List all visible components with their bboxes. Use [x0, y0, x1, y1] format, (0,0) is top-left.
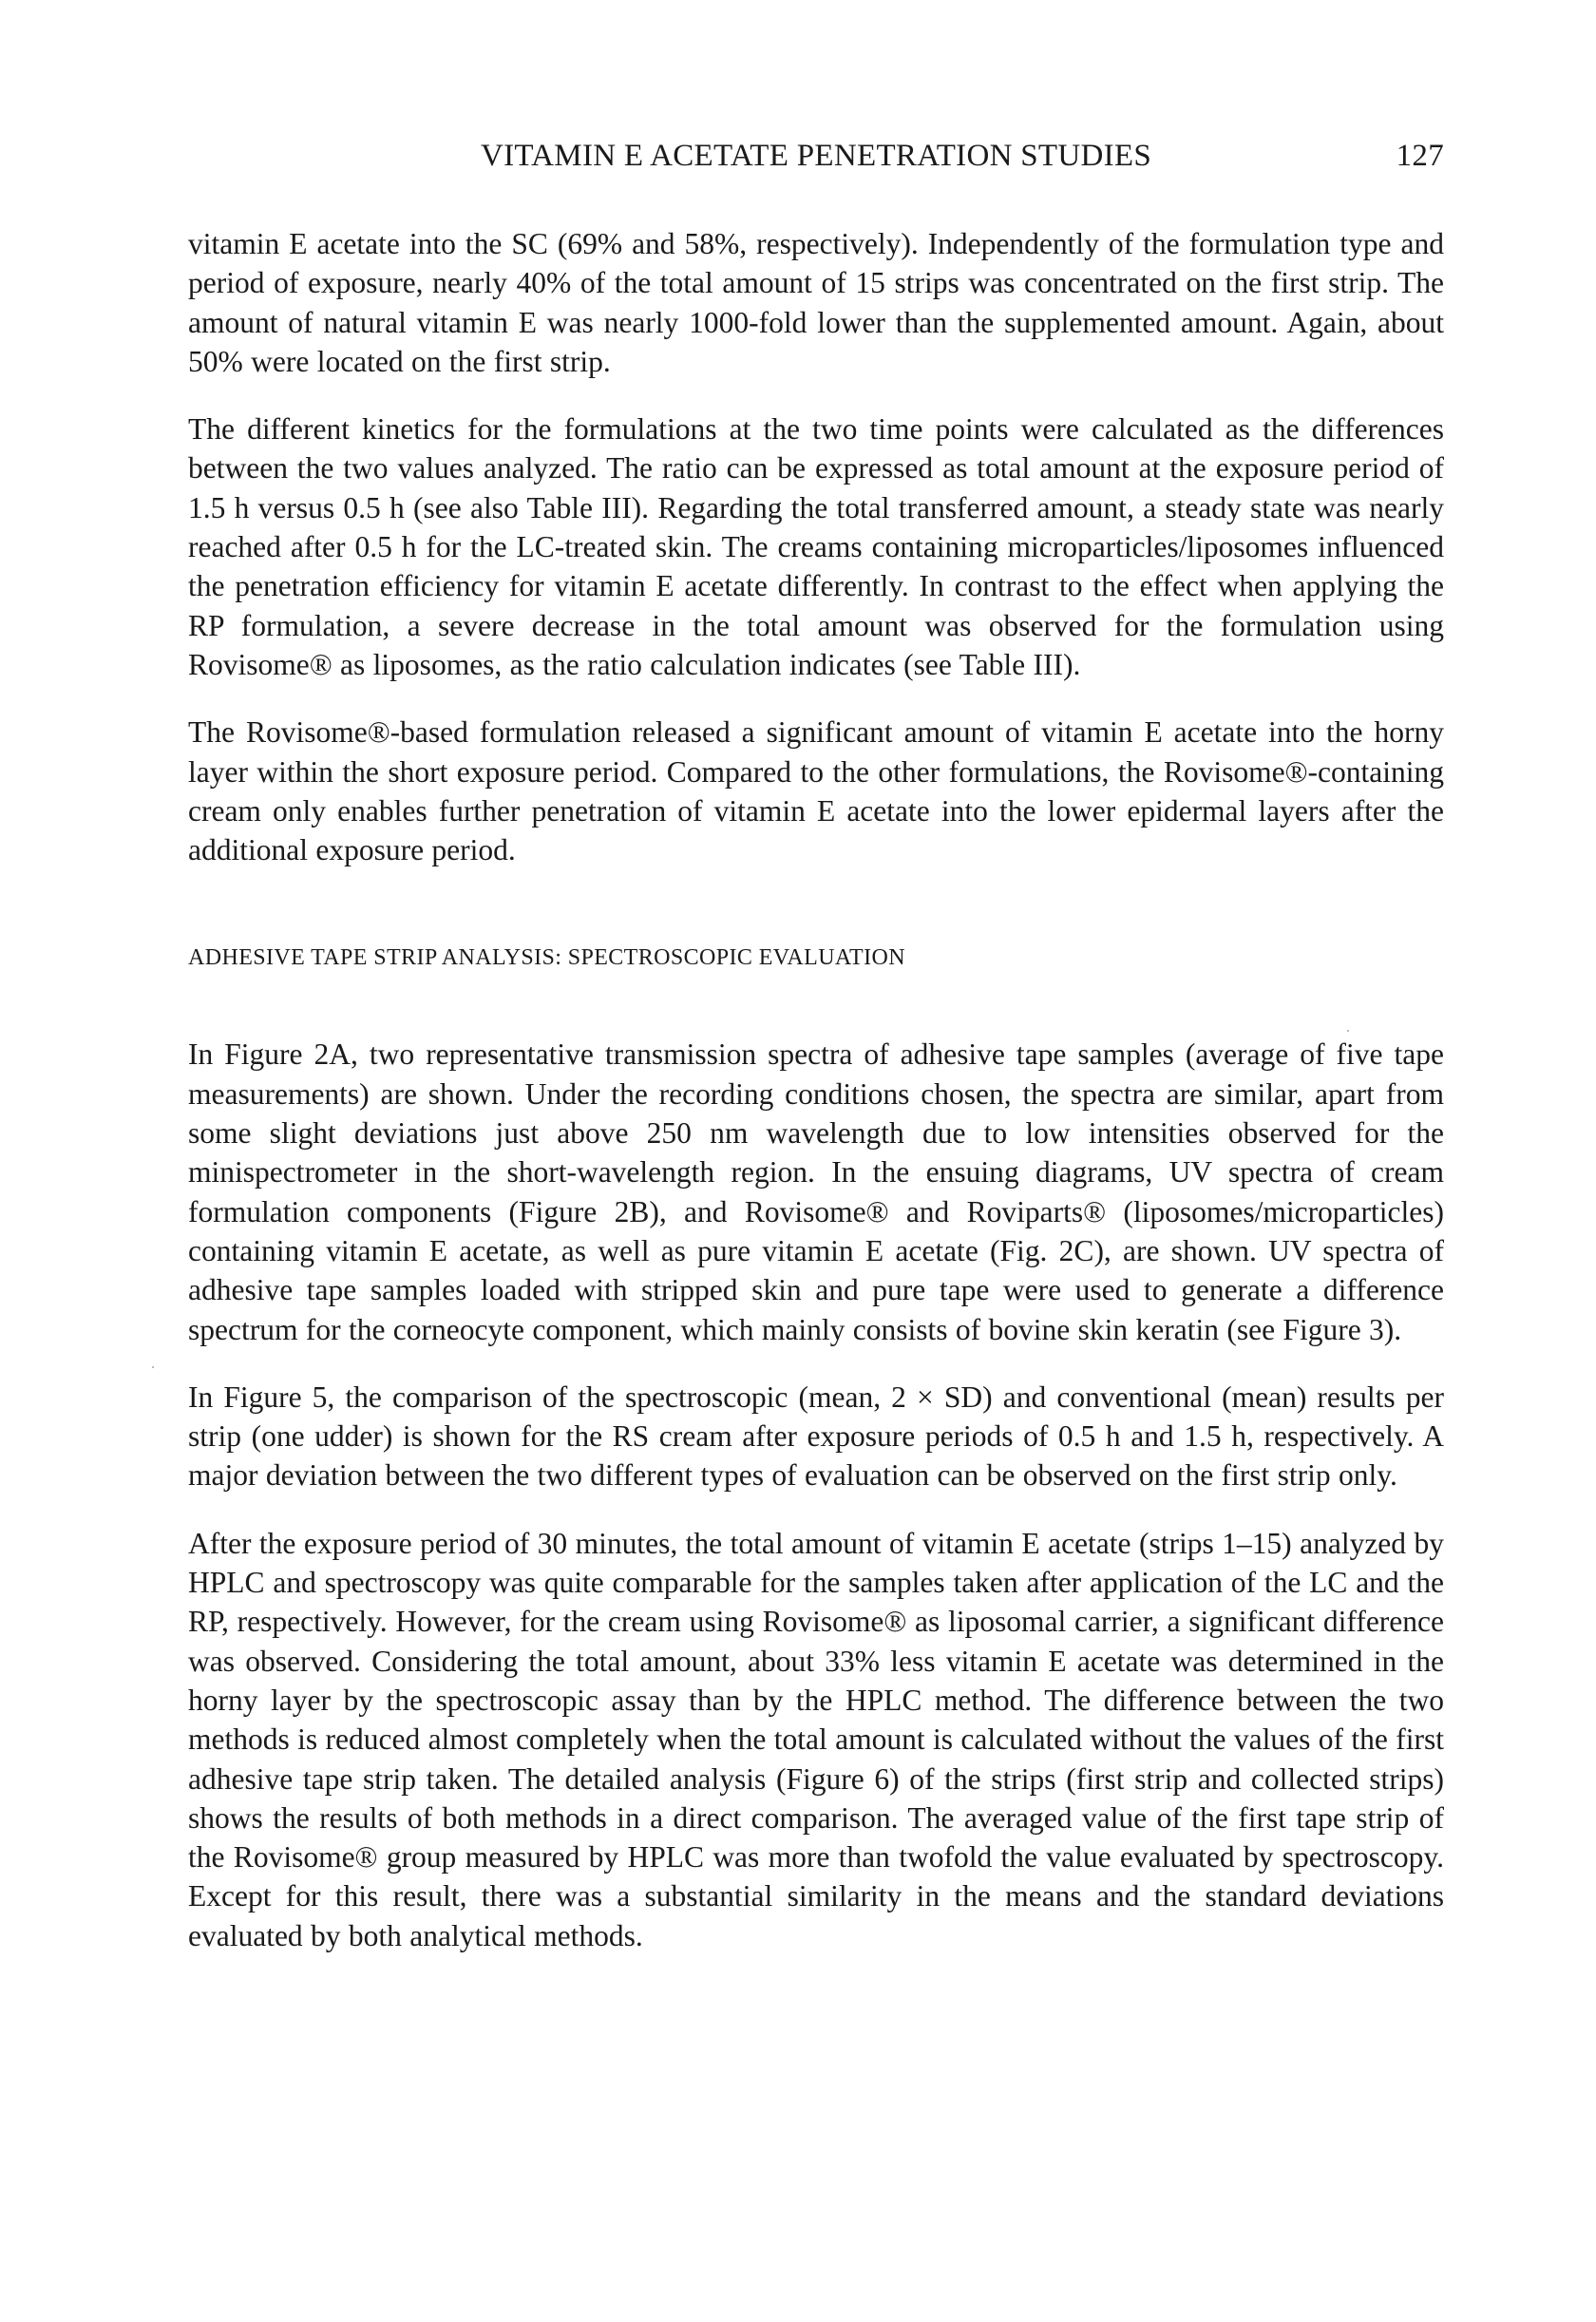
body-text	[188, 224, 1444, 1984]
page-number: 127	[1396, 139, 1444, 173]
paragraph: The different kinetics for the formulations at the two time points were calculated as the differences between the two values analyzed. The ratio can be expressed as total amount at the exposure period of 1.5 h versus 0.5 h (see also Table III). Regarding the total transferred amount, a steady state was nearly reached after 0.5 h for the LC-treated skin. The creams containing microparticles/liposomes influenced the penetration efficiency for vitamin E acetate differently. In contrast to the effect when applying the RP formulation, a severe decrease in the total amount was observed for the formulation using Rovisome® as liposomes, as the ratio calculation indicates (see Table III).	[188, 412, 1444, 681]
section-heading: ADHESIVE TAPE STRIP ANALYSIS: SPECTROSCOPIC EVALUATION	[188, 945, 905, 971]
paragraph: In Figure 5, the comparison of the spectroscopic (mean, 2 × SD) and conventional (mean) results per strip (one udder) is shown for the RS cream after exposure periods of 0.5 h and 1.5 h, respectively. A major deviation between the two different types of evaluation can be observed on the first strip only.	[188, 1380, 1444, 1493]
paragraph: vitamin E acetate into the SC (69% and 58%, respectively). Independently of the formulation type and period of exposure, nearly 40% of the total amount of 15 strips was concentrated on the first strip. The amount of natural vitamin E was nearly 1000-fold lower than the supplemented amount. Again, about 50% were located on the first strip.	[188, 227, 1444, 378]
scan-speck	[1347, 1030, 1349, 1032]
running-head	[188, 139, 1444, 186]
paragraph: After the exposure period of 30 minutes, the total amount of vitamin E acetate (strips 1–15) analyzed by HPLC and spectroscopy was quite comparable for the samples taken after application of the LC and the RP, respectively. However, for the cream using Rovisome® as liposomal carrier, a significant difference was observed. Considering the total amount, about 33% less vitamin E acetate was determined in the horny layer by the spectroscopic assay than by the HPLC method. The difference between the two methods is reduced almost completely when the total amount is calculated without the values of the first adhesive tape strip taken. The detailed analysis (Figure 6) of the strips (first strip and collected strips) shows the results of both methods in a direct comparison. The averaged value of the first tape strip of the Rovisome® group measured by HPLC was more than twofold the value evaluated by spectroscopy. Except for this result, there was a substantial similarity in the means and the standard deviations evaluated by both analytical methods.	[188, 1526, 1444, 1952]
scan-speck	[152, 1366, 154, 1368]
paragraph: In Figure 2A, two representative transmission spectra of adhesive tape samples (average of five tape measurements) are shown. Under the recording conditions chosen, the spectra are similar, apart from some slight deviations just above 250 nm wavelength due to low intensities observed for the minispectrometer in the short-wavelength region. In the ensuing diagrams, UV spectra of cream formulation components (Figure 2B), and Rovisome® and Roviparts® (liposomes/microparticles) containing vitamin E acetate, as well as pure vitamin E acetate (Fig. 2C), are shown. UV spectra of adhesive tape samples loaded with stripped skin and pure tape were used to generate a difference spectrum for the corneocyte component, which mainly consists of bovine skin keratin (see Figure 3).	[188, 1037, 1444, 1346]
running-title: VITAMIN E ACETATE PENETRATION STUDIES	[480, 139, 1152, 173]
paragraph: The Rovisome®-based formulation released a significant amount of vitamin E acetate into the horny layer within the short exposure period. Compared to the other formulations, the Rovisome®-containing cream only enables further penetration of vitamin E acetate into the lower epidermal layers after the additional exposure period.	[188, 715, 1444, 867]
